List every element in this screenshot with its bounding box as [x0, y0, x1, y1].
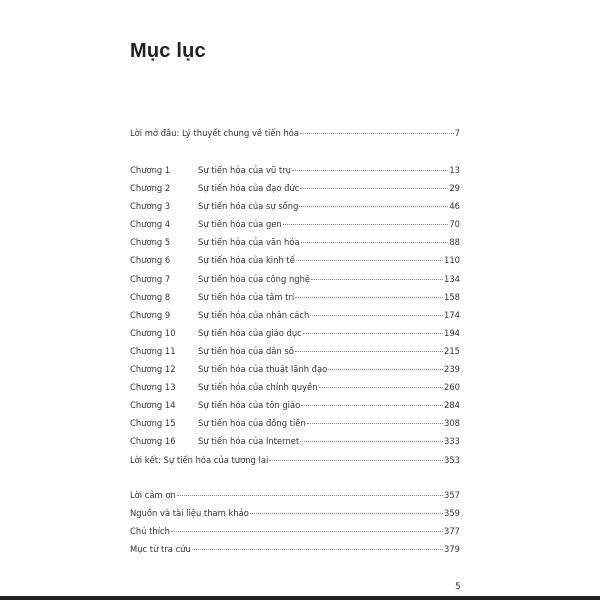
dot-leader	[311, 279, 443, 280]
entry-page: 88	[449, 237, 460, 248]
bottom-border	[0, 596, 600, 600]
dot-leader	[177, 495, 443, 496]
entry-page: 7	[454, 128, 460, 138]
dot-leader	[319, 387, 443, 388]
toc-entry	[130, 364, 460, 382]
entry-title: Lời mở đầu: Lý thuyết chung về tiến hóa	[130, 128, 300, 138]
entry-page: 29	[449, 183, 460, 194]
chapter-label: Chương 16	[130, 436, 176, 447]
chapter-label: Chương 5	[130, 237, 171, 248]
dot-leader	[283, 224, 449, 225]
dot-leader	[328, 369, 443, 370]
dot-leader	[250, 513, 443, 514]
dot-leader	[303, 333, 443, 334]
toc-entry	[130, 255, 460, 273]
toc-entry	[130, 219, 460, 237]
dot-leader	[269, 460, 443, 461]
toc-entry	[130, 490, 460, 508]
dot-leader	[171, 531, 443, 532]
toc-entry	[130, 508, 460, 526]
entry-title: Chú thích	[130, 526, 170, 537]
toc-entry	[130, 418, 460, 436]
toc-entry	[130, 292, 460, 310]
toc-entry	[130, 346, 460, 364]
entry-page: 359	[444, 508, 460, 519]
dot-leader	[300, 441, 443, 442]
dot-leader	[310, 315, 443, 316]
toc-entry	[130, 544, 460, 562]
entry-page: 110	[444, 255, 460, 266]
entry-title: Sự tiến hóa của tôn giáo	[198, 400, 301, 411]
chapter-label: Chương 15	[130, 418, 176, 429]
entry-title: Sự tiến hóa của nhân cách	[198, 309, 310, 320]
chapter-label: Chương 9	[130, 309, 171, 320]
dot-leader	[300, 188, 448, 189]
entry-title: Lời cảm ơn	[130, 490, 176, 500]
entry-title: Sự tiến hóa của vũ trụ	[198, 165, 291, 175]
toc-entry	[130, 183, 460, 201]
dot-leader	[300, 133, 454, 134]
entry-page: 174	[444, 309, 460, 320]
chapter-label: Chương 8	[130, 291, 171, 302]
entry-page: 333	[444, 436, 460, 447]
entry-title: Sự tiến hóa của tâm trí	[198, 291, 295, 302]
dot-leader	[192, 549, 443, 550]
entry-page: 13	[449, 165, 460, 175]
entry-page: 134	[444, 273, 460, 284]
entry-title: Sự tiến hóa của văn hóa	[198, 237, 300, 248]
entry-title: Sự tiến hóa của dân số	[198, 345, 294, 356]
toc-entry	[130, 455, 460, 473]
entry-title: Sự tiến hóa của đạo đức	[198, 183, 300, 194]
toc-chapters	[130, 165, 460, 455]
entry-page: 379	[444, 544, 460, 555]
page-number: 5	[455, 582, 461, 592]
entry-page: 377	[444, 526, 460, 537]
entry-title: Sự tiến hóa của công nghệ	[198, 273, 311, 284]
dot-leader	[307, 423, 443, 424]
chapter-label: Chương 14	[130, 400, 176, 411]
toc-entry	[130, 201, 460, 219]
chapter-label: Chương 6	[130, 255, 171, 266]
entry-title: Mục từ tra cứu	[130, 544, 191, 555]
toc-entry	[130, 382, 460, 400]
entry-page: 194	[444, 327, 460, 338]
dot-leader	[292, 170, 448, 171]
toc-entry	[130, 436, 460, 454]
entry-title: Nguồn và tài liệu tham khảo	[130, 508, 249, 519]
entry-page: 353	[444, 455, 460, 465]
entry-title: Sự tiến hóa của đồng tiền	[198, 418, 306, 429]
entry-page: 260	[444, 382, 460, 393]
toc-entry	[130, 310, 460, 328]
chapter-label: Chương 10	[130, 327, 176, 338]
toc-entry	[130, 526, 460, 544]
chapter-label: Chương 12	[130, 364, 176, 375]
entry-page: 158	[444, 291, 460, 302]
entry-title: Sự tiến hóa của gen	[198, 219, 282, 230]
toc-entry	[130, 400, 460, 418]
chapter-label: Chương 3	[130, 201, 171, 212]
entry-title: Sự tiến hóa của kinh tế	[198, 255, 295, 266]
toc-entry	[130, 165, 460, 183]
entry-page: 70	[449, 219, 460, 230]
entry-page: 46	[449, 201, 460, 212]
page-title: Mục lục	[130, 40, 206, 62]
dot-leader	[301, 242, 449, 243]
chapter-label: Chương 2	[130, 183, 171, 194]
toc-entry	[130, 128, 460, 146]
entry-page: 308	[444, 418, 460, 429]
entry-title: Sự tiến hóa của Internet	[198, 436, 300, 447]
dot-leader	[295, 351, 443, 352]
entry-title: Sự tiến hóa của sự sống	[198, 201, 299, 212]
entry-title: Sự tiến hóa của giáo dục	[198, 327, 302, 338]
dot-leader	[296, 260, 443, 261]
chapter-label: Chương 11	[130, 345, 176, 356]
entry-page: 357	[444, 490, 460, 500]
toc-entry	[130, 328, 460, 346]
toc-entry	[130, 237, 460, 255]
toc-back-matter	[130, 490, 460, 562]
entry-title: Sự tiến hóa của chính quyền	[198, 382, 318, 393]
entry-page: 284	[444, 400, 460, 411]
entry-title: Lời kết: Sự tiến hóa của tương lai	[130, 455, 269, 465]
dot-leader	[299, 206, 448, 207]
entry-page: 239	[444, 364, 460, 375]
chapter-label: Chương 13	[130, 382, 176, 393]
toc-epilogue	[130, 455, 460, 473]
chapter-label: Chương 7	[130, 273, 171, 284]
chapter-label: Chương 4	[130, 219, 171, 230]
chapter-label: Chương 1	[130, 165, 171, 175]
entry-title: Sự tiến hóa của thuật lãnh đạo	[198, 364, 328, 375]
entry-page: 215	[444, 345, 460, 356]
toc-intro	[130, 128, 460, 146]
toc-entry	[130, 274, 460, 292]
dot-leader	[301, 405, 443, 406]
dot-leader	[295, 297, 443, 298]
